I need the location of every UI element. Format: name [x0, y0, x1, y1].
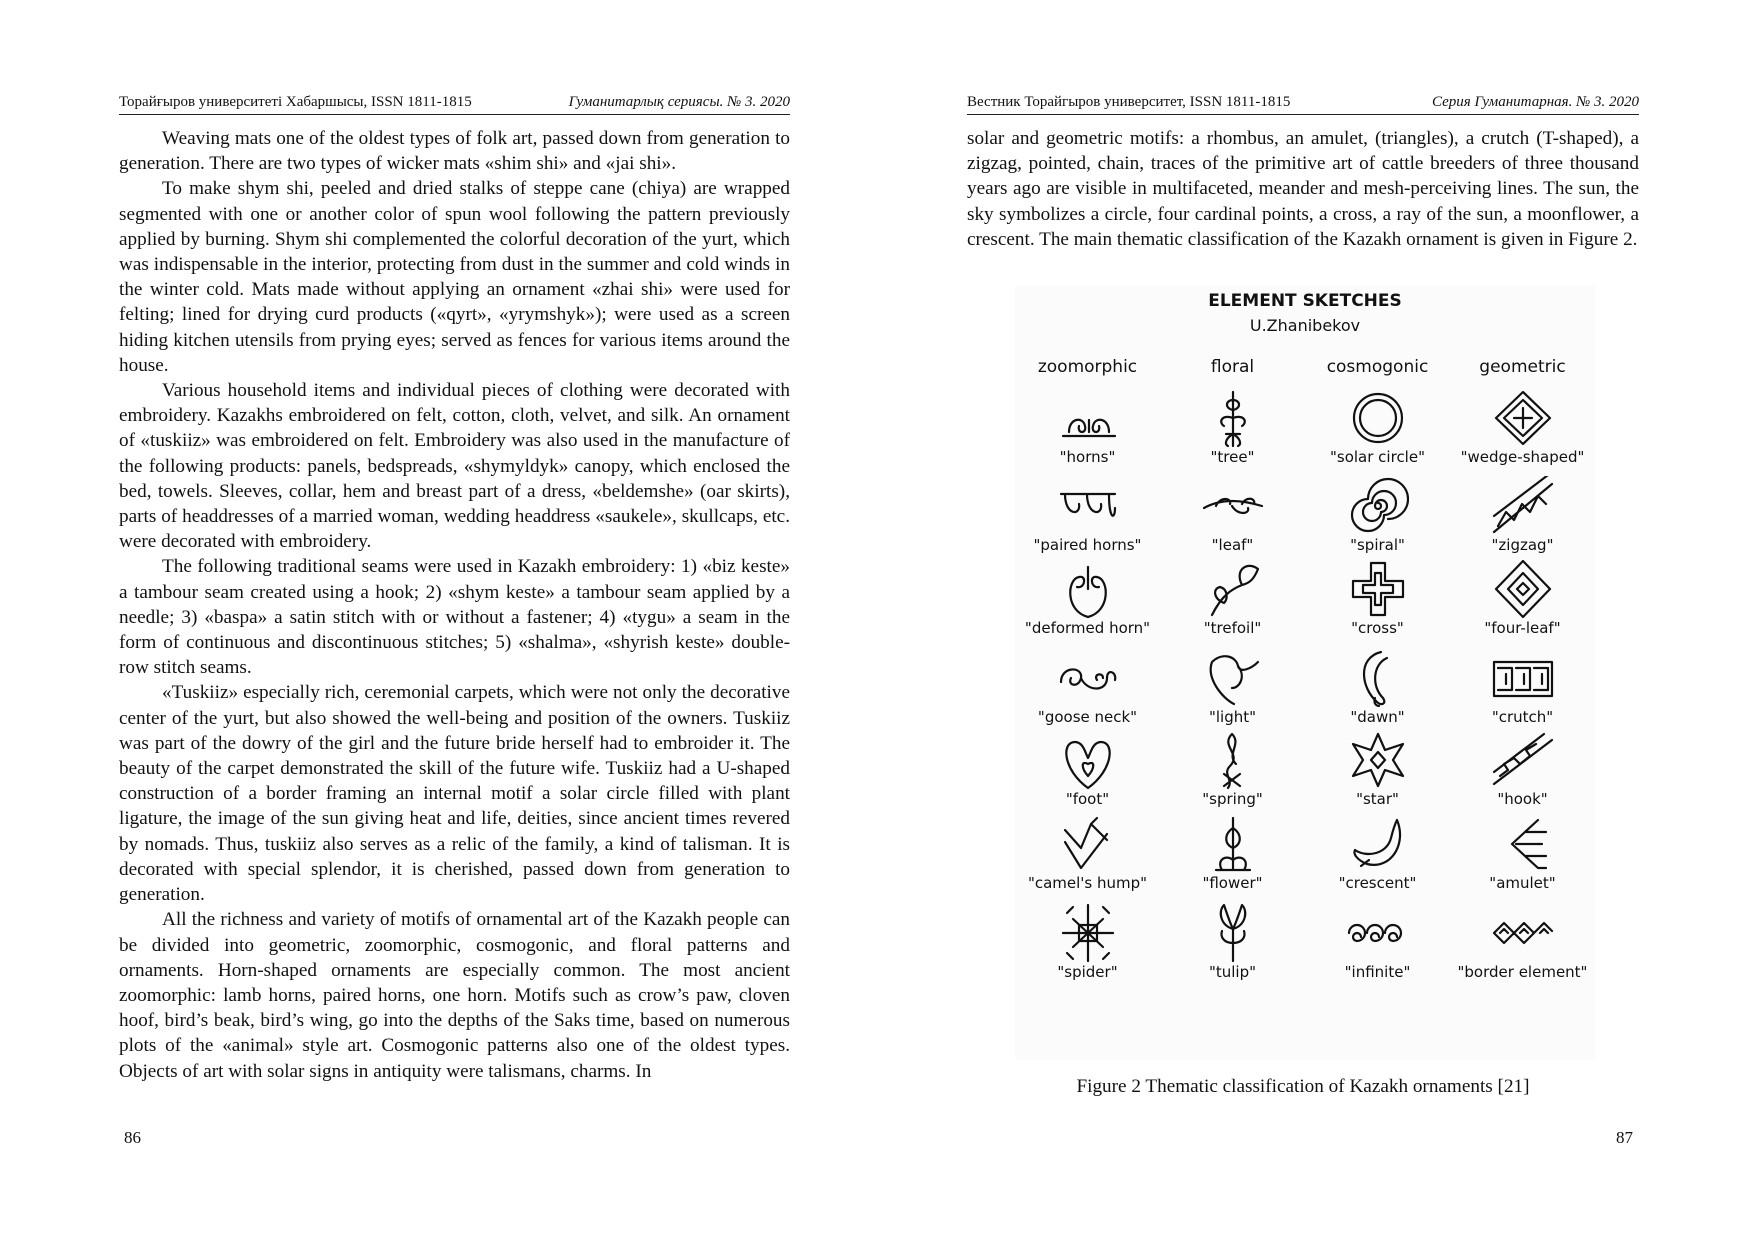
running-header [967, 92, 1639, 115]
solar-circle-icon [1347, 388, 1409, 448]
paired-horns-icon [1057, 476, 1119, 536]
ornament-label: "solar circle" [1330, 448, 1425, 466]
ornament-label: "paired horns" [1033, 536, 1142, 554]
ornament-label: "star" [1356, 790, 1399, 808]
ornament-label: "camel's hump" [1027, 874, 1148, 892]
leaf-icon [1202, 476, 1264, 536]
column-heading-floral: floral [1210, 357, 1255, 377]
ornament-cell [1450, 814, 1595, 910]
ornament-cell [1450, 903, 1595, 999]
ornament-cell [1160, 814, 1305, 910]
running-header [119, 92, 790, 115]
foot-icon [1057, 730, 1119, 790]
amulet-icon [1492, 814, 1554, 874]
ornament-label: "hook" [1497, 790, 1548, 808]
ornament-cell [1450, 388, 1595, 484]
ornament-label: "light" [1208, 708, 1257, 726]
dawn-icon [1347, 648, 1409, 708]
ornament-label: "flower" [1202, 874, 1263, 892]
trefoil-icon [1202, 559, 1264, 619]
figure-author: U.Zhanibekov [1249, 316, 1361, 335]
column-heading-geometric: geometric [1479, 357, 1566, 377]
zigzag-icon [1492, 476, 1554, 536]
figure-title: ELEMENT SKETCHES [1208, 291, 1402, 311]
ornament-label: "spider" [1057, 963, 1118, 981]
ornament-cell [1305, 559, 1450, 655]
body-text [119, 126, 790, 1084]
star-icon [1347, 730, 1409, 790]
infinite-icon [1347, 903, 1409, 963]
ornament-label: "amulet" [1489, 874, 1556, 892]
ornament-label: "foot" [1065, 790, 1110, 808]
column-heading-zoomorphic: zoomorphic [1037, 357, 1138, 377]
series-name: Серия Гуманитарная. № 3. 2020 [1432, 94, 1639, 110]
figure-caption: Figure 2 Thematic classification of Kazakh ornaments [21] [1076, 1076, 1530, 1097]
journal-name: Торайғыров университеті Хабаршысы, ISSN 1811-1815 [119, 94, 472, 110]
ornament-label: "wedge-shaped" [1460, 448, 1585, 466]
paragraph: solar and geometric motifs: a rhombus, an amulet, (triangles), a crutch (T-shaped), a zigzag, pointed, chain, traces of the primitive art of cattle breeders of three thousand years ago are visible in multifaceted, meander and mesh-perceiving lines. The sun, the sky symbolizes a circle, four cardinal points, a cross, a ray of the sun, a moonflower, a crescent. The main thematic classification of the Kazakh ornament is given in Figure 2. [967, 128, 1639, 250]
ornament-cell [1305, 814, 1450, 910]
body-text [967, 126, 1639, 252]
deformed-horn-icon [1057, 559, 1119, 619]
ornament-cell [1015, 903, 1160, 999]
series-name: Гуманитарлық сериясы. № 3. 2020 [568, 94, 790, 110]
ornament-label: "tulip" [1208, 963, 1257, 981]
flower-icon [1202, 814, 1264, 874]
ornament-cell [1450, 730, 1595, 826]
paragraph: Various household items and individual pieces of clothing were decorated with embroidery. Kazakhs embroidered on felt, cotton, cloth, velvet, and silk. An ornament of «tuskiiz» was embroidered on felt. Embroidery was also used in the manufacture of the following products: panels, bedspreads, «shymyldyk» canopy, which enclosed the bed, towels. Sleeves, collar, hem and breast part of a dress, «beldemshe» (oar skirts), parts of headdresses of a married woman, wedding headdress «saukele», skullcaps, etc. were decorated with embroidery. [119, 380, 790, 553]
ornament-label: "horns" [1059, 448, 1116, 466]
ornament-cell [1015, 730, 1160, 826]
ornament-cell [1160, 559, 1305, 655]
paragraph: To make shym shi, peeled and dried stalks of steppe cane (chiya) are wrapped segmented with one or another color of spun wool following the pattern previously applied by burning. Shym shi complemented the colorful decoration of the yurt, which was indispensable in the interior, protecting from dust in the summer and cold winds in the winter cold. Mats made without applying an ornament «zhai shi» were used for felting; lined for drying curd products («qyrt», «yrymshyk»); were used as a screen hiding kitchen utensils from prying eyes; served as fences for various items around the house. [119, 178, 790, 376]
wedge-shaped-icon [1492, 388, 1554, 448]
ornament-label: "border element" [1457, 963, 1588, 981]
ornament-label: "infinite" [1344, 963, 1411, 981]
crescent-icon [1347, 814, 1409, 874]
ornament-cell [1305, 730, 1450, 826]
paragraph: «Tuskiiz» especially rich, ceremonial carpets, which were not only the decorative center of the yurt, but also showed the well-being and position of the owners. Tuskiiz was part of the dowry of the girl and the future bride herself had to embroider it. The beauty of the carpet demonstrated the skill of the future wife. Tuskiiz had a U-shaped construction of a border framing an internal motif a solar circle filled with plant ligature, the image of the sun giving heat and life, deities, since ancient times revered by nomads. Thus, tuskiiz also serves as a relic of the family, a kind of talisman. It is decorated with special splendor, it is cherished, passed down from generation to generation. [119, 682, 790, 906]
ornament-label: "four-leaf" [1484, 619, 1561, 637]
ornament-label: "spring" [1202, 790, 1263, 808]
ornament-label: "deformed horn" [1024, 619, 1151, 637]
ornament-cell [1160, 388, 1305, 484]
ornament-cell [1160, 903, 1305, 999]
light-icon [1202, 648, 1264, 708]
left-page [0, 0, 874, 1241]
hook-icon [1492, 730, 1554, 790]
ornament-label: "tree" [1210, 448, 1255, 466]
paragraph: Weaving mats one of the oldest types of folk art, passed down from generation to generation. There are two types of wicker mats «shim shi» and «jai shi». [119, 128, 790, 175]
ornament-label: "cross" [1351, 619, 1404, 637]
paragraph: All the richness and variety of motifs of ornamental art of the Kazakh people can be divided into geometric, zoomorphic, cosmogonic, and floral patterns and ornaments. Horn-shaped ornaments are especially common. The most ancient zoomorphic: lamb horns, paired horns, one horn. Motifs such as crow’s paw, cloven hoof, bird’s beak, bird’s wing, go into the depths of the Saks time, based on numerous plots of the «animal» style art. Cosmogonic patterns also one of the oldest types. Objects of art with solar signs in antiquity were talismans, charms. In [119, 909, 790, 1082]
ornament-cell [1305, 903, 1450, 999]
ornament-cell [1305, 388, 1450, 484]
ornament-label: "goose neck" [1037, 708, 1138, 726]
right-page [874, 0, 1749, 1241]
ornament-cell [1160, 730, 1305, 826]
page-number: 87 [1616, 1128, 1633, 1147]
border-element-icon [1492, 903, 1554, 963]
page-number: 86 [124, 1128, 141, 1147]
cross-icon [1347, 559, 1409, 619]
ornament-cell [1015, 559, 1160, 655]
ornament-label: "crutch" [1491, 708, 1554, 726]
paragraph: The following traditional seams were used in Kazakh embroidery: 1) «biz keste» a tambour seam created using a hook; 2) «shym keste» a tambour seam applied by a needle; 3) «baspa» a satin stitch with or without a fastener; 4) «tygu» a seam in the form of continuous and discontinuous stitches; 5) «shalma», «shyrish keste» double-row stitch seams. [119, 556, 790, 679]
ornament-label: "zigzag" [1491, 536, 1554, 554]
ornament-cell [1450, 559, 1595, 655]
camels-hump-icon [1057, 814, 1119, 874]
ornament-cell [1015, 476, 1160, 572]
ornament-cell [1015, 388, 1160, 484]
spring-icon [1202, 730, 1264, 790]
ornament-cell [1015, 814, 1160, 910]
column-heading-cosmogonic: cosmogonic [1326, 357, 1429, 377]
tree-icon [1202, 388, 1264, 448]
ornament-figure [1015, 285, 1595, 1060]
horns-icon [1057, 388, 1119, 448]
ornament-cell [1450, 476, 1595, 572]
spiral-icon [1347, 476, 1409, 536]
ornament-label: "crescent" [1338, 874, 1417, 892]
journal-name: Вестник Торайгыров университет, ISSN 1811-1815 [967, 94, 1291, 110]
crutch-icon [1492, 648, 1554, 708]
tulip-icon [1202, 903, 1264, 963]
four-leaf-icon [1492, 559, 1554, 619]
ornament-cell [1160, 476, 1305, 572]
ornament-label: "spiral" [1350, 536, 1405, 554]
ornament-label: "trefoil" [1203, 619, 1262, 637]
ornament-label: "dawn" [1350, 708, 1405, 726]
spider-icon [1057, 903, 1119, 963]
ornament-cell [1305, 476, 1450, 572]
goose-neck-icon [1057, 648, 1119, 708]
ornament-label: "leaf" [1211, 536, 1254, 554]
